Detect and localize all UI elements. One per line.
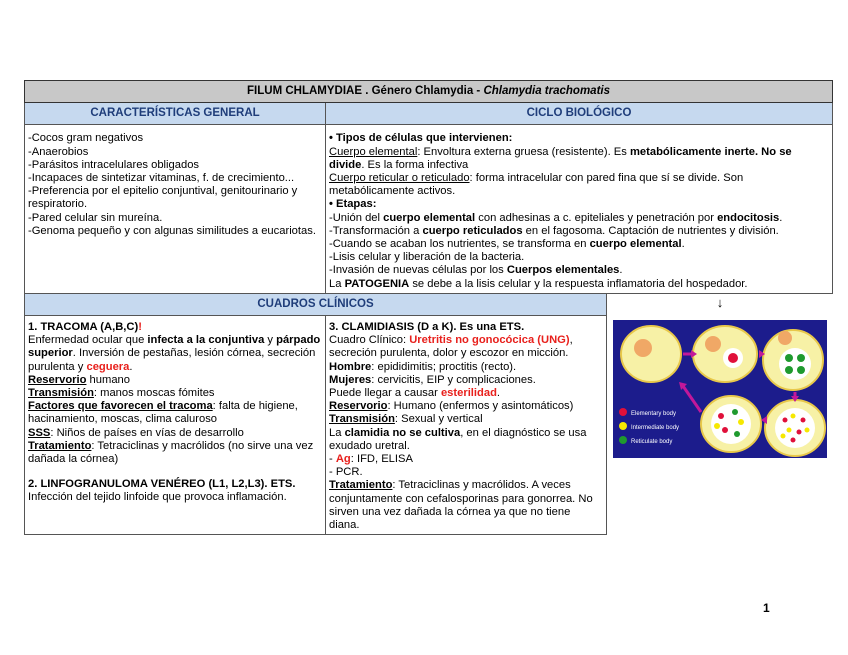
header-cuadros: CUADROS CLÍNICOS — [25, 293, 607, 315]
etapa-3: -Cuando se acaban los nutrientes, se transforma en cuerpo elemental. — [329, 238, 685, 251]
linfo-text: Infección del tejido linfoide que provoca inflamación. — [28, 491, 287, 504]
clamidiasis-cuadro: Cuadro Clínico: Uretritis no gonocócica (UNG), secreción purulenta, dolor y escozor en micción. — [329, 334, 573, 360]
etapa-1: -Unión del cuerpo elemental con adhesinas a c. epiteliales y penetración por endocitosis. — [329, 211, 783, 224]
carac-line: -Parásitos intracelulares obligados — [28, 158, 200, 171]
legend-reticulate: Reticulate body — [631, 438, 673, 445]
inclusion-vacuole — [779, 348, 811, 380]
ce-bold: metabólicamente inerte. No se divide — [329, 145, 792, 171]
header-ciclo: CICLO BIOLÓGICO — [326, 103, 833, 125]
inclusion-vacuole — [775, 408, 815, 448]
cuerpo-reticular-text — [329, 172, 829, 198]
tracoma-factores: Factores que favorecen el tracoma: falta de higiene, hacinamiento, moscas, clima caluroso — [28, 400, 298, 426]
diagram-cell — [607, 293, 833, 534]
legend-intermediate-swatch — [619, 422, 627, 430]
clamidiasis-cultivo: La clamidia no se cultiva, en el diagnóstico se usa exudado uretral. — [329, 426, 587, 452]
clamidiasis-pcr: - PCR. — [329, 466, 363, 479]
document-sheet — [24, 80, 832, 535]
tracoma-tratamiento: Tratamiento: Tetraciclinas y macrólidos (no sirve una vez dañada la córnea) — [28, 439, 314, 466]
ciclo-cell — [326, 125, 833, 293]
header-caracteristicas: CARACTERÍSTICAS GENERAL — [25, 103, 326, 125]
reticulate-body — [797, 354, 805, 362]
ce-text: : Envoltura externa gruesa (resistente). Es — [417, 145, 630, 158]
etapa-4: -Lisis celular y liberación de la bacteria. — [329, 251, 525, 264]
intermediate-body — [714, 423, 720, 429]
reticulate-body — [785, 366, 793, 374]
cuerpo-elemental-text — [329, 146, 829, 172]
reticulate-body — [785, 354, 793, 362]
carac-line: -Pared celular sin mureína. — [28, 211, 163, 224]
host-cell — [621, 326, 681, 382]
intermediate-body — [738, 419, 744, 425]
down-arrow-icon: ↓ — [716, 294, 724, 310]
linfo-title: 2. LINFOGRANULOMA VENÉREO (L1, L2,L3). ETS. — [28, 478, 296, 491]
tipos-title: • Tipos de células que intervienen: — [329, 132, 513, 145]
reticulate-body — [797, 366, 805, 374]
legend-intermediate: Intermediate body — [631, 424, 680, 431]
tracoma-sss: SSS: Niños de países en vías de desarrollo — [28, 426, 244, 439]
tracoma-transmision: Transmisión: manos moscas fómites — [28, 387, 215, 400]
tracoma-reservorio: Reservorio humano — [28, 373, 130, 386]
carac-line: -Anaerobios — [28, 145, 89, 158]
reticulate-body — [732, 409, 738, 415]
cr-label: Cuerpo reticular o reticulado — [329, 172, 470, 185]
reticulate-body — [734, 431, 740, 437]
elementary-body — [718, 413, 724, 419]
carac-line: -Incapaces de sintetizar vitaminas, f. de crecimiento... — [28, 172, 295, 185]
tracoma-description: Enfermedad ocular que infecta a la conjuntiva y párpado superior. Inversión de pestañas, lesión córnea, secreción purulenta y ceguera. — [28, 334, 321, 373]
ce-label: Cuerpo elemental — [329, 145, 418, 158]
carac-line: -Genoma pequeño y con algunas similitudes a eucariotas. — [28, 224, 316, 237]
carac-line: -Cocos gram negativos — [28, 132, 144, 145]
chlamydia-cycle-diagram — [613, 320, 827, 458]
tracoma-cell — [25, 316, 326, 535]
etapa-5: -Invasión de nuevas células por los Cuerpos elementales. — [329, 264, 623, 277]
summary-table — [24, 80, 833, 535]
clamidiasis-hombre: Hombre: epididimitis; proctitis (recto). — [329, 360, 517, 373]
legend-elementary-swatch — [619, 408, 627, 416]
caracteristicas-cell — [25, 125, 326, 293]
clamidiasis-mujeres: Mujeres: cervicitis, EIP y complicaciones. — [329, 373, 536, 386]
elementary-body — [722, 427, 728, 433]
etapas-title: • Etapas: — [329, 198, 377, 211]
clamidiasis-cell — [326, 316, 607, 535]
tracoma-title: 1. TRACOMA (A,B,C)! — [28, 321, 142, 334]
title-prefix: FILUM CHLAMYDIAE . Género Chlamydia - — [247, 85, 484, 97]
ce-text-2: . Es la forma infectiva — [361, 158, 469, 171]
cell-nucleus — [634, 339, 652, 357]
legend-elementary: Elementary body — [631, 410, 677, 417]
cell-nucleus — [705, 336, 721, 352]
cell-nucleus — [778, 331, 792, 345]
clamidiasis-transmision: Transmisión: Sexual y vertical — [329, 413, 483, 426]
etapa-2: -Transformación a cuerpo reticulados en el fagosoma. Captación de nutrientes y división. — [329, 224, 779, 237]
elementary-body — [728, 353, 738, 363]
document-title — [25, 81, 833, 103]
clamidiasis-tratamiento: Tratamiento: Tetraciclinas y macrólidos. A veces conjuntamente con cefalosporinas para gonorrea. No sirven una vez dañada la córnea ya que no tiene diana. — [329, 479, 593, 532]
patogenia: La PATOGENIA se debe a la lisis celular y la respuesta inflamatoria del hospedador. — [329, 277, 748, 290]
clamidiasis-ag: - Ag: IFD, ELISA — [329, 453, 413, 466]
cr-text: : forma intracelular con pared fina que sí se divide. Son metabólicamente activos. — [329, 172, 744, 198]
clamidiasis-title: 3. CLAMIDIASIS (D a K). Es una ETS. — [329, 321, 525, 334]
clamidiasis-esterilidad: Puede llegar a causar esterilidad. — [329, 387, 501, 400]
title-species: Chlamydia trachomatis — [483, 85, 610, 97]
clamidiasis-reservorio: Reservorio: Humano (enfermos y asintomáticos) — [329, 400, 574, 413]
carac-line: -Preferencia por el epitelio conjuntival, genitourinario y respiratorio. — [28, 185, 298, 211]
page-number: 1 — [763, 601, 770, 615]
legend-reticulate-swatch — [619, 436, 627, 444]
